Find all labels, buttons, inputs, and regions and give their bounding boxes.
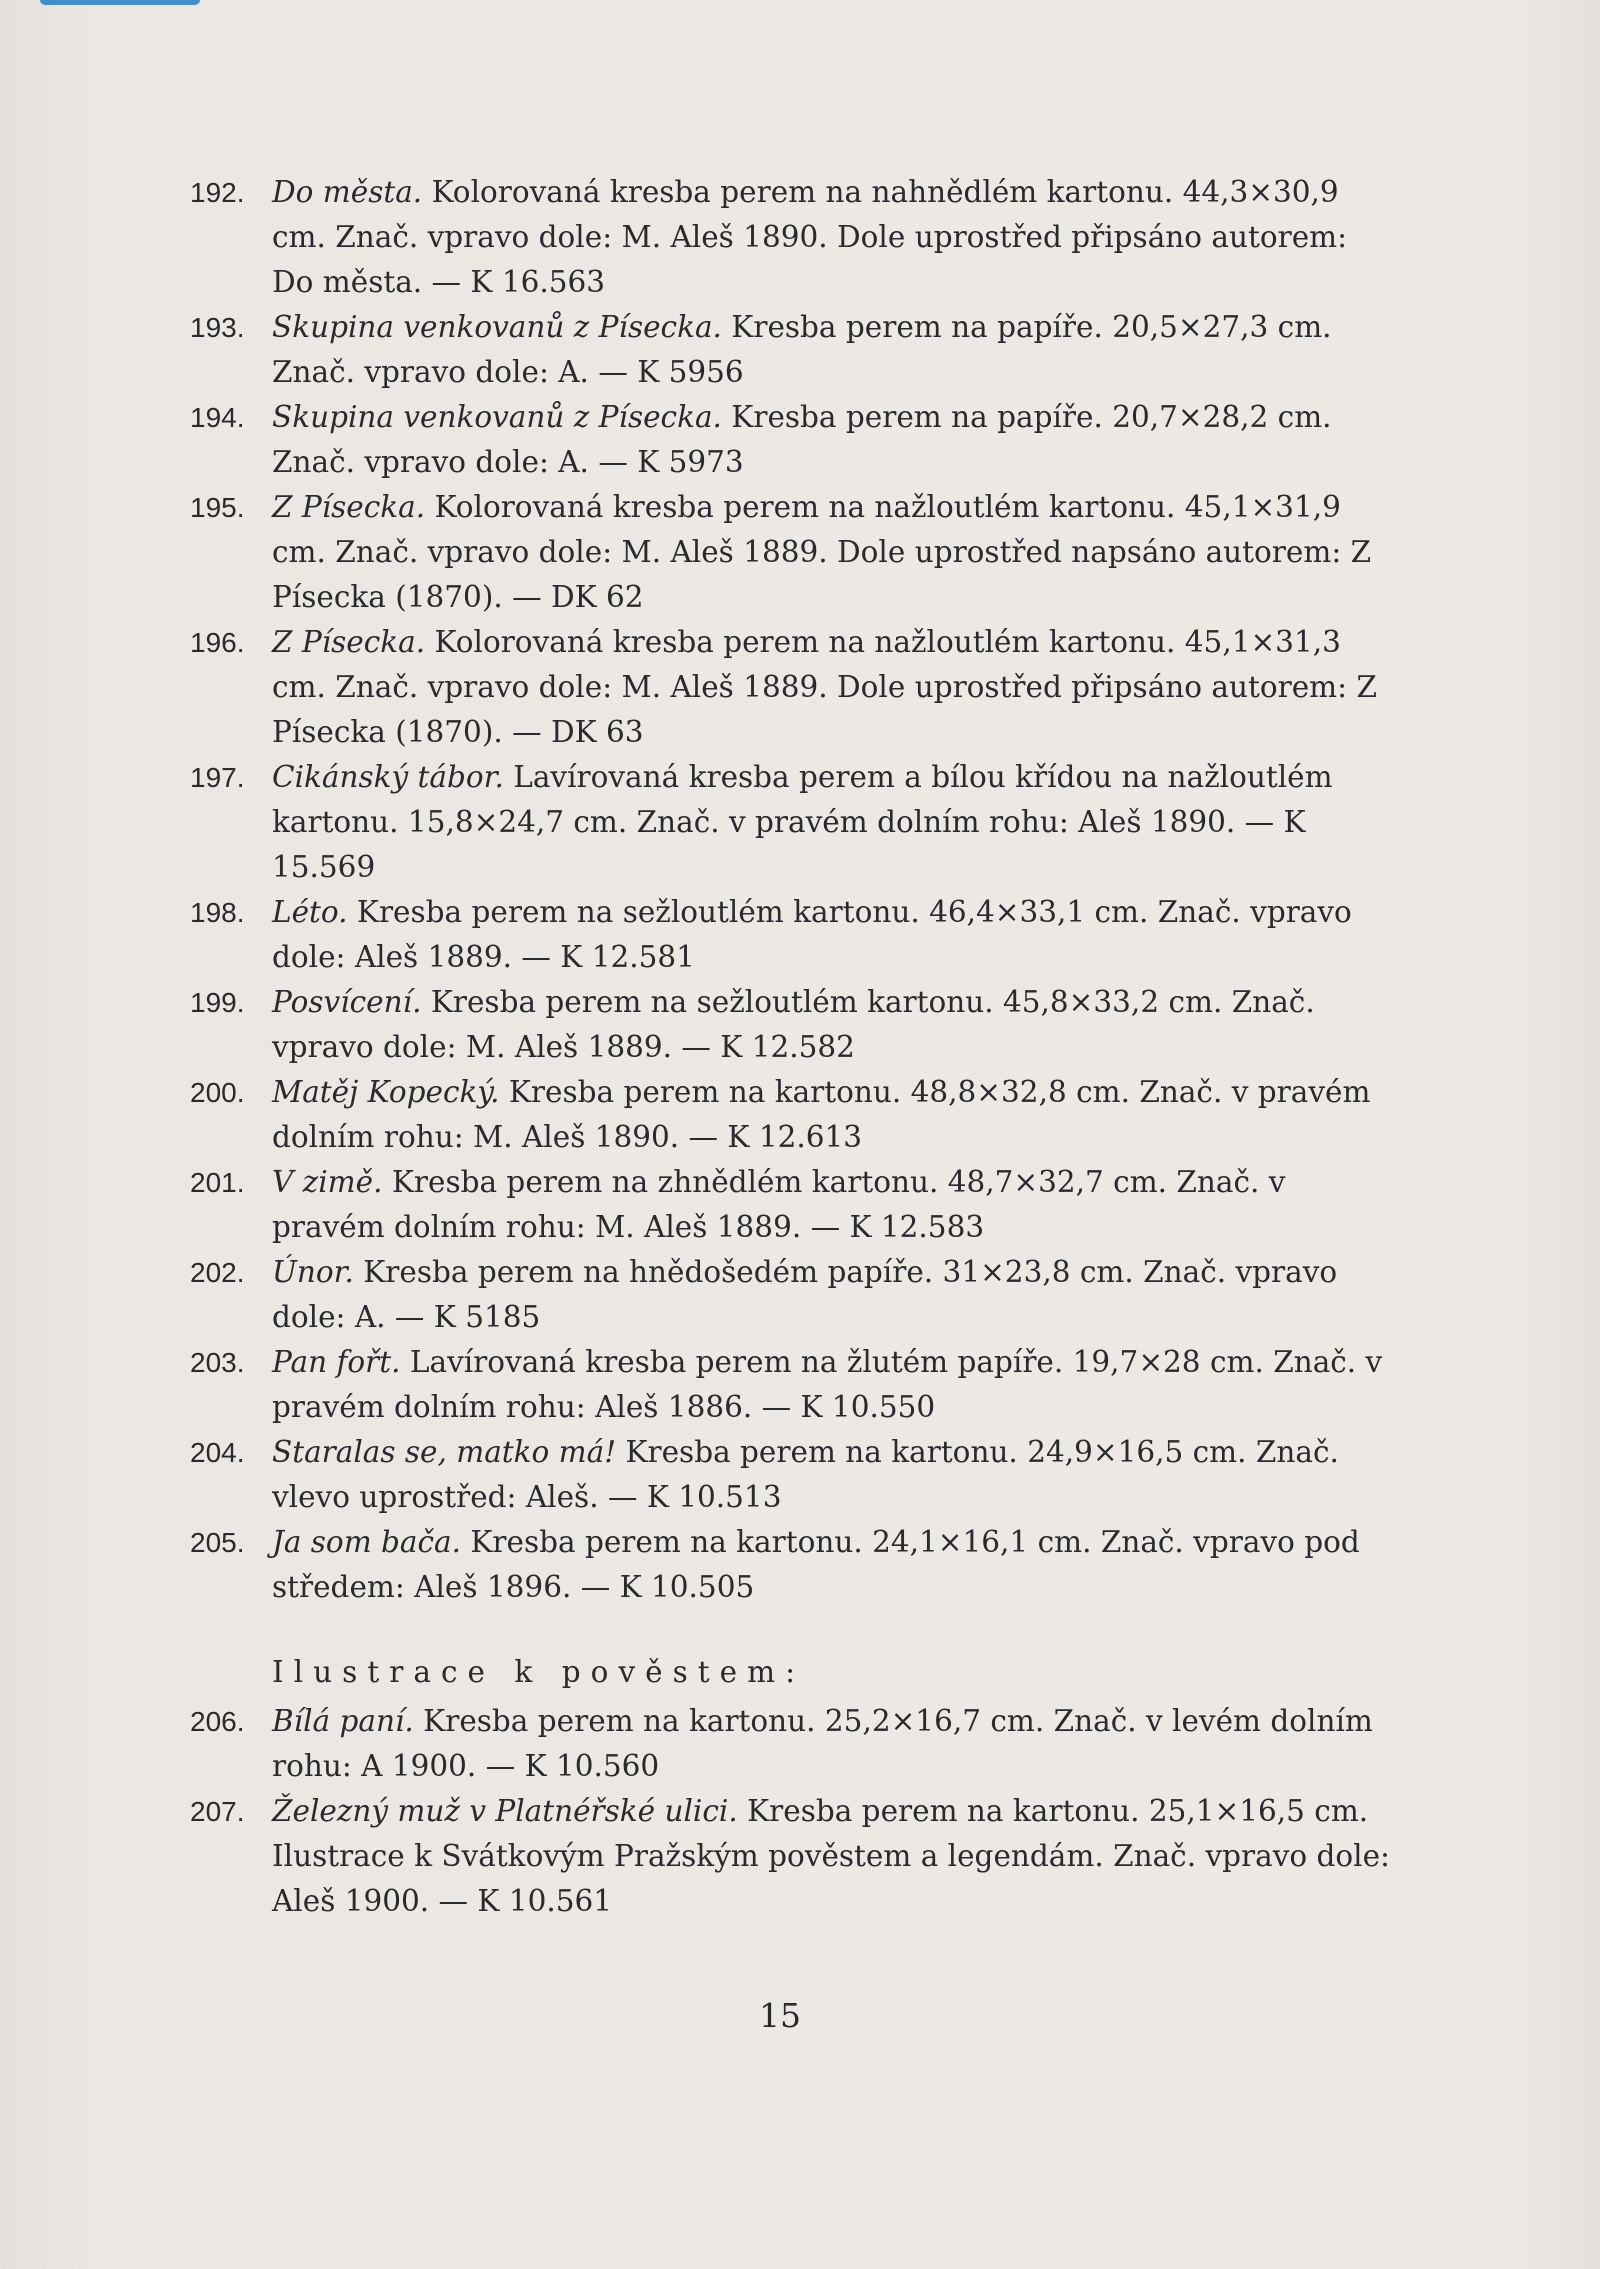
corner-color-mark (40, 0, 200, 5)
entry-title: Cikánský tábor. (272, 760, 504, 794)
catalog-entry (190, 485, 1390, 620)
entry-description: Kresba perem na sežloutlém kartonu. 46,4×33,1 cm. Znač. vpravo dole: Aleš 1889. — K 12.581 (272, 895, 1352, 974)
entry-title: Skupina venkovanů z Písecka. (272, 400, 722, 434)
entry-number: 194. (190, 402, 245, 433)
entry-list-illustrations (190, 1699, 1390, 1924)
page-number: 15 (759, 1996, 801, 2035)
catalog-entry (190, 170, 1390, 305)
catalog-entry (190, 1789, 1390, 1924)
catalog-entry (190, 1520, 1390, 1610)
entry-description: Kresba perem na kartonu. 48,8×32,8 cm. Znač. v pravém dolním rohu: M. Aleš 1890. — K 12.613 (272, 1075, 1371, 1154)
entry-title: Posvícení. (272, 985, 422, 1019)
entry-number: 199. (190, 987, 245, 1018)
entry-title: Léto. (272, 895, 348, 929)
entry-number: 193. (190, 312, 245, 343)
entry-number: 200. (190, 1077, 245, 1108)
entry-description: Kresba perem na papíře. 20,7×28,2 cm. Znač. vpravo dole: A. — K 5973 (272, 400, 1332, 479)
entry-title: V zimě. (272, 1165, 383, 1199)
entry-title: Pan fořt. (272, 1345, 401, 1379)
entry-title: Do města. (272, 175, 423, 209)
entry-title: Z Písecka. (272, 490, 426, 524)
entry-title: Únor. (272, 1255, 354, 1289)
catalog-entry (190, 1160, 1390, 1250)
entry-title: Bílá paní. (272, 1704, 414, 1738)
entry-number: 192. (190, 177, 245, 208)
entry-description: Kresba perem na papíře. 20,5×27,3 cm. Znač. vpravo dole: A. — K 5956 (272, 310, 1332, 389)
entry-title: Železný muž v Platnéřské ulici. (272, 1794, 738, 1828)
entry-description: Kolorovaná kresba perem na nahnědlém kartonu. 44,3×30,9 cm. Znač. vpravo dole: M. Aleš 1890. Dole uprostřed připsáno autorem: Do města. — K 16.563 (272, 175, 1348, 299)
catalog-entry (190, 1250, 1390, 1340)
catalog-entry (190, 890, 1390, 980)
catalog-entry (190, 755, 1390, 890)
entry-title: Z Písecka. (272, 625, 426, 659)
entry-description: Kresba perem na zhnědlém kartonu. 48,7×32,7 cm. Znač. v pravém dolním rohu: M. Aleš 1889. — K 12.583 (272, 1165, 1286, 1244)
entry-description: Kresba perem na kartonu. 25,1×16,5 cm. Ilustrace k Svátkovým Pražským pověstem a legendám. Znač. vpravo dole: Aleš 1900. — K 10.561 (272, 1794, 1390, 1918)
catalog-entry (190, 980, 1390, 1070)
entry-title: Staralas se, matko má! (272, 1435, 617, 1469)
entry-description: Kresba perem na sežloutlém kartonu. 45,8×33,2 cm. Znač. vpravo dole: M. Aleš 1889. — K 12.582 (272, 985, 1315, 1064)
entry-number: 206. (190, 1706, 245, 1737)
entry-description: Lavírovaná kresba perem a bílou křídou na nažloutlém kartonu. 15,8×24,7 cm. Znač. v pravém dolním rohu: Aleš 1890. — K 15.569 (272, 760, 1333, 884)
catalog-entries (190, 170, 1390, 1924)
entry-number: 198. (190, 897, 245, 928)
catalog-entry (190, 1430, 1390, 1520)
entry-title: Matěj Kopecký. (272, 1075, 500, 1109)
catalog-entry (190, 395, 1390, 485)
catalog-entry (190, 1699, 1390, 1789)
entry-description: Kresba perem na kartonu. 24,9×16,5 cm. Znač. vlevo uprostřed: Aleš. — K 10.513 (272, 1435, 1339, 1514)
entry-description: Kresba perem na kartonu. 25,2×16,7 cm. Znač. v levém dolním rohu: A 1900. — K 10.560 (272, 1704, 1373, 1783)
entry-number: 201. (190, 1167, 245, 1198)
entry-description: Kolorovaná kresba perem na nažloutlém kartonu. 45,1×31,9 cm. Znač. vpravo dole: M. Aleš 1889. Dole uprostřed napsáno autorem: Z Písecka (1870). — DK 62 (272, 490, 1372, 614)
entry-number: 203. (190, 1347, 245, 1378)
catalog-entry (190, 305, 1390, 395)
catalog-entry (190, 620, 1390, 755)
entry-number: 195. (190, 492, 245, 523)
entry-number: 202. (190, 1257, 245, 1288)
entry-description: Kresba perem na kartonu. 24,1×16,1 cm. Znač. vpravo pod středem: Aleš 1896. — K 10.505 (272, 1525, 1360, 1604)
catalog-entry (190, 1340, 1390, 1430)
catalog-entry (190, 1070, 1390, 1160)
entry-title: Ja som bača. (272, 1525, 461, 1559)
entry-number: 197. (190, 762, 245, 793)
entry-list (190, 170, 1390, 1610)
entry-number: 196. (190, 627, 245, 658)
entry-title: Skupina venkovanů z Písecka. (272, 310, 722, 344)
entry-number: 205. (190, 1527, 245, 1558)
entry-number: 204. (190, 1437, 245, 1468)
section-heading: Ilustrace k pověstem: (272, 1655, 806, 1689)
entry-description: Lavírovaná kresba perem na žlutém papíře. 19,7×28 cm. Znač. v pravém dolním rohu: Aleš 1886. — K 10.550 (272, 1345, 1383, 1424)
entry-number: 207. (190, 1796, 245, 1827)
entry-description: Kolorovaná kresba perem na nažloutlém kartonu. 45,1×31,3 cm. Znač. vpravo dole: M. Aleš 1889. Dole uprostřed připsáno autorem: Z Písecka (1870). — DK 63 (272, 625, 1377, 749)
entry-description: Kresba perem na hnědošedém papíře. 31×23,8 cm. Znač. vpravo dole: A. — K 5185 (272, 1255, 1338, 1334)
